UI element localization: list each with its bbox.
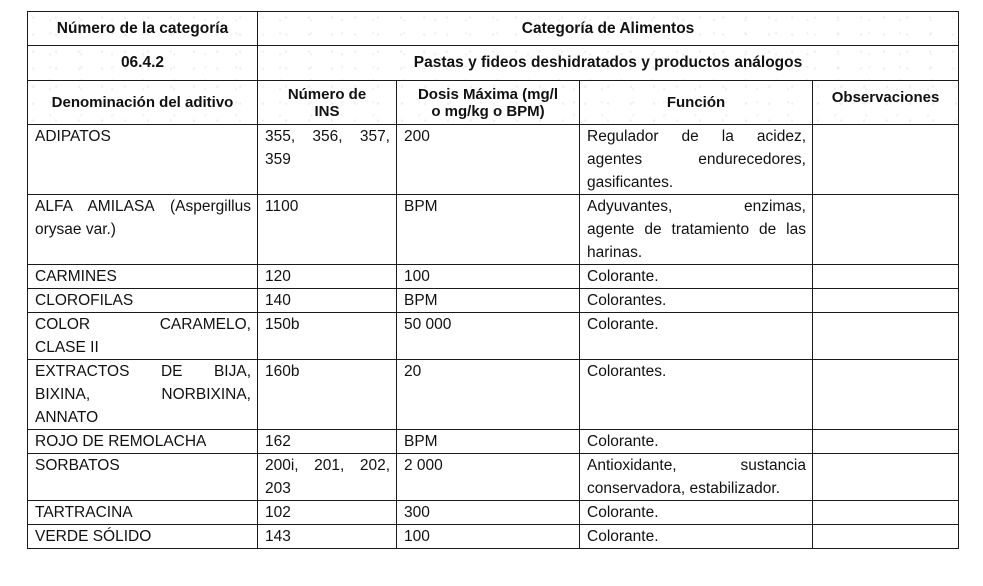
function-cell-line: gasificantes.	[587, 174, 674, 191]
max-dose-cell: 100	[397, 525, 580, 549]
column-header-dose	[397, 81, 580, 125]
ins-number-cell-line: 143	[265, 528, 291, 545]
observations-cell	[813, 289, 959, 313]
additive-cell-line: orysae var.)	[35, 221, 116, 238]
max-dose-cell: BPM	[397, 289, 580, 313]
ins-number-cell-line: 150b	[265, 316, 300, 333]
observations-cell	[813, 454, 959, 501]
column-header-dose-line1: Dosis Máxima (mg/l	[417, 85, 559, 103]
ins-number-cell-line: 203	[265, 480, 291, 497]
function-cell-line: Colorante.	[587, 316, 659, 333]
function-cell-line: Colorante.	[587, 504, 659, 521]
ins-number-cell	[258, 454, 397, 501]
column-header-ins-line1: Número de	[287, 85, 367, 103]
table-body	[28, 125, 959, 549]
function-cell-line: Colorante.	[587, 528, 659, 545]
table-row	[28, 289, 959, 313]
additive-cell	[28, 265, 258, 289]
additive-cell	[28, 289, 258, 313]
ins-number-cell-line: 162	[265, 433, 291, 450]
function-cell	[580, 525, 813, 549]
table-row	[28, 430, 959, 454]
ins-number-cell	[258, 289, 397, 313]
max-dose-cell: 100	[397, 265, 580, 289]
max-dose-cell: 200	[397, 125, 580, 195]
additive-cell-line: ADIPATOS	[35, 128, 111, 145]
column-header-observations: Observaciones	[813, 81, 959, 125]
column-header-dose-line2: o mg/kg o BPM)	[431, 102, 545, 120]
ins-number-cell-line: 1100	[265, 198, 299, 215]
additive-cell-line: SORBATOS	[35, 457, 120, 474]
table-row	[28, 125, 959, 195]
table-row	[28, 525, 959, 549]
additive-cell-line: BIXINA, NORBIXINA,	[35, 386, 251, 403]
additive-cell-line: EXTRACTOS DE BIJA,	[35, 363, 251, 380]
function-cell	[580, 313, 813, 360]
function-cell-line: harinas.	[587, 244, 643, 261]
max-dose-cell: 50 000	[397, 313, 580, 360]
function-cell-line: agentes endurecedores,	[587, 151, 806, 168]
ins-number-cell	[258, 265, 397, 289]
ins-number-cell-line: 102	[265, 504, 291, 521]
function-cell	[580, 195, 813, 265]
additive-cell	[28, 360, 258, 430]
function-cell	[580, 454, 813, 501]
ins-number-cell-line: 160b	[265, 363, 300, 380]
function-cell-line: Colorantes.	[587, 292, 667, 309]
observations-cell	[813, 313, 959, 360]
function-cell	[580, 265, 813, 289]
ins-number-cell-line: 355, 356, 357,	[265, 128, 390, 145]
function-cell-line: conservadora, estabilizador.	[587, 480, 781, 497]
category-number: 06.4.2	[28, 46, 258, 81]
function-cell-line: Adyuvantes, enzimas,	[587, 198, 806, 215]
table-row	[28, 313, 959, 360]
ins-number-cell	[258, 125, 397, 195]
table-row	[28, 360, 959, 430]
function-cell-line: Colorante.	[587, 433, 659, 450]
max-dose-cell: 300	[397, 501, 580, 525]
observations-cell	[813, 525, 959, 549]
additives-table-page	[27, 11, 958, 575]
table-row	[28, 501, 959, 525]
additive-cell-line: CLASE II	[35, 339, 99, 356]
table-row	[28, 265, 959, 289]
additive-cell-line: ALFA AMILASA (Aspergillus	[35, 198, 251, 215]
column-header-additive: Denominación del aditivo	[28, 81, 258, 125]
function-cell	[580, 360, 813, 430]
ins-number-cell-line: 120	[265, 268, 291, 285]
table-row	[28, 195, 959, 265]
category-number-label: Número de la categoría	[28, 12, 258, 46]
additive-cell	[28, 430, 258, 454]
additive-cell	[28, 525, 258, 549]
observations-cell	[813, 265, 959, 289]
column-header-ins	[258, 81, 397, 125]
observations-cell	[813, 125, 959, 195]
max-dose-cell: BPM	[397, 430, 580, 454]
food-additives-table	[27, 11, 959, 549]
observations-cell	[813, 501, 959, 525]
observations-cell	[813, 430, 959, 454]
ins-number-cell	[258, 430, 397, 454]
observations-cell	[813, 195, 959, 265]
function-cell-line: Antioxidante, sustancia	[587, 457, 806, 474]
function-cell-line: Colorantes.	[587, 363, 667, 380]
function-cell-line: Regulador de la acidez,	[587, 128, 806, 145]
column-header-ins-line2: INS	[314, 102, 340, 120]
additive-cell-line: TARTRACINA	[35, 504, 133, 521]
observations-cell	[813, 360, 959, 430]
function-cell	[580, 125, 813, 195]
additive-cell	[28, 195, 258, 265]
max-dose-cell: 20	[397, 360, 580, 430]
additive-cell	[28, 125, 258, 195]
additive-cell-line: ANNATO	[35, 409, 99, 426]
additive-cell	[28, 313, 258, 360]
additive-cell-line: CARMINES	[35, 268, 117, 285]
ins-number-cell-line: 359	[265, 151, 291, 168]
additive-cell	[28, 501, 258, 525]
ins-number-cell-line: 140	[265, 292, 291, 309]
additive-cell-line: VERDE SÓLIDO	[35, 528, 152, 545]
additive-cell-line: COLOR CARAMELO,	[35, 316, 251, 333]
ins-number-cell	[258, 195, 397, 265]
function-cell-line: agente de tratamiento de las	[587, 221, 806, 238]
additive-cell	[28, 454, 258, 501]
ins-number-cell	[258, 501, 397, 525]
function-cell	[580, 430, 813, 454]
additive-cell-line: CLOROFILAS	[35, 292, 134, 309]
ins-number-cell-line: 200i, 201, 202,	[265, 457, 390, 474]
ins-number-cell	[258, 360, 397, 430]
function-cell	[580, 289, 813, 313]
food-category-label: Categoría de Alimentos	[258, 12, 959, 46]
function-cell-line: Colorante.	[587, 268, 659, 285]
category-name: Pastas y fideos deshidratados y productos análogos	[258, 46, 959, 81]
function-cell	[580, 501, 813, 525]
ins-number-cell	[258, 313, 397, 360]
additive-cell-line: ROJO DE REMOLACHA	[35, 433, 207, 450]
ins-number-cell	[258, 525, 397, 549]
max-dose-cell: BPM	[397, 195, 580, 265]
table-row	[28, 454, 959, 501]
max-dose-cell: 2 000	[397, 454, 580, 501]
column-header-function: Función	[580, 81, 813, 125]
